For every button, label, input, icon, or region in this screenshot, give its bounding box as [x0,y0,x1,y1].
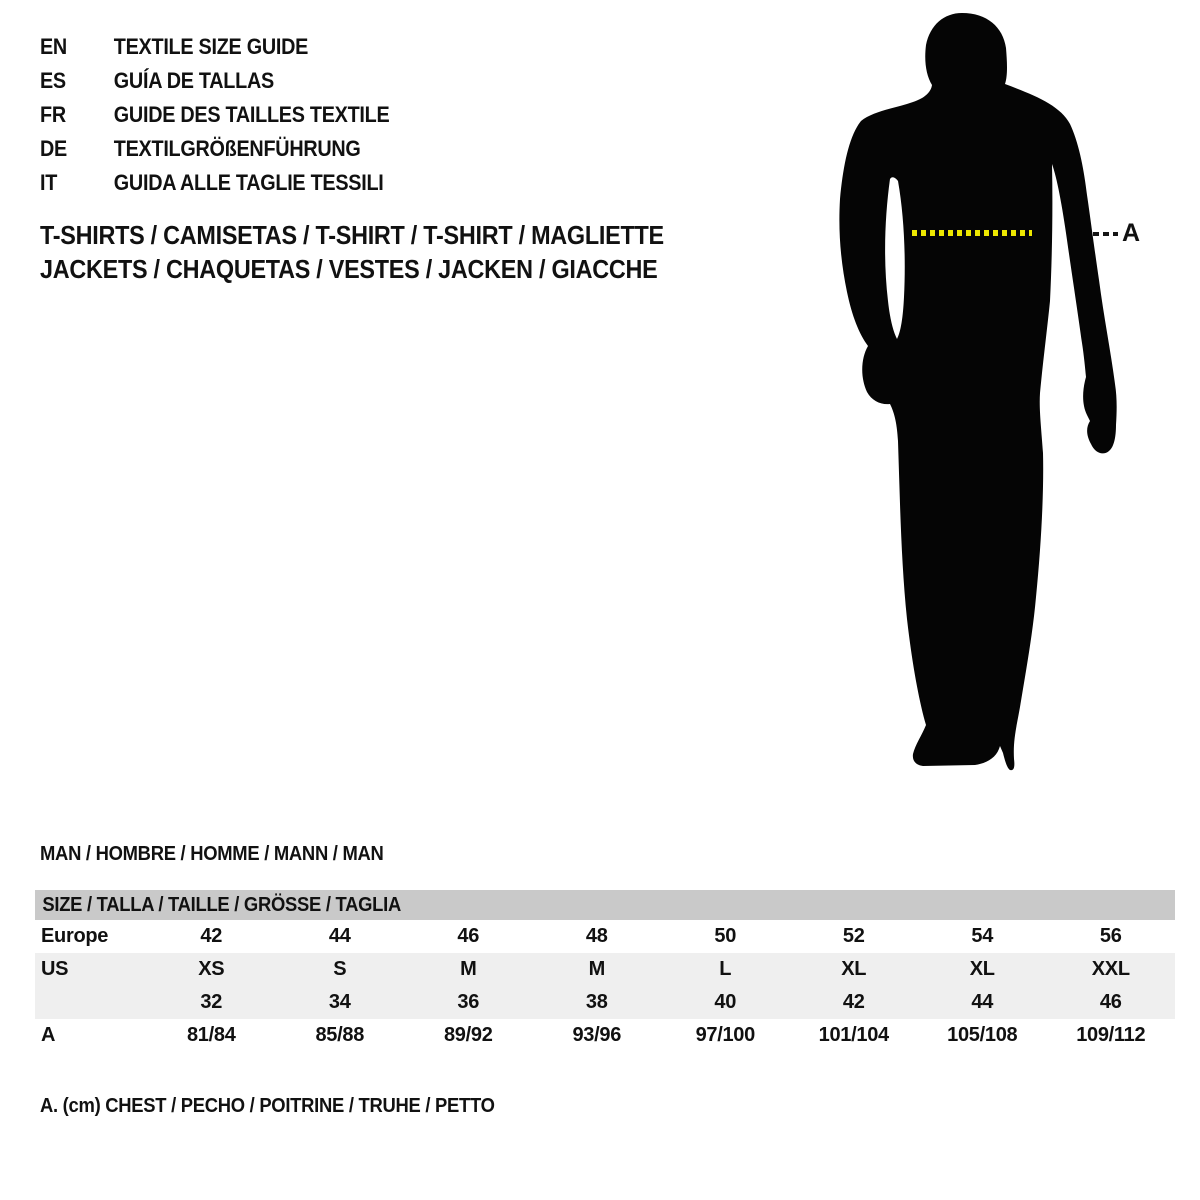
language-row-es [40,64,389,98]
size-cell: XS [198,958,225,980]
table-row-us [35,953,1175,986]
category-line-tshirts: T-SHIRTS / CAMISETAS / T-SHIRT / T-SHIRT / MAGLIETTE [40,220,664,250]
language-title: TEXTILE SIZE GUIDE [113,34,309,59]
row-label: Europe [41,925,109,947]
table-row-numeric [35,986,1175,1019]
size-cell: 42 [200,925,223,947]
size-cell: 40 [714,991,737,1013]
size-cell: L [719,958,732,980]
size-cell: 46 [457,925,480,947]
size-cell: 93/96 [572,1024,622,1046]
man-silhouette [815,5,1155,795]
size-cell: 105/108 [947,1024,1018,1046]
language-code: EN [40,34,67,59]
size-cell: 42 [842,991,865,1013]
size-cell: XL [841,958,867,980]
size-cell: 44 [328,925,351,947]
row-label: A [41,1024,56,1046]
size-cell: 81/84 [186,1024,236,1046]
table-row-chest [35,1019,1175,1052]
measure-label-a: A [1122,219,1141,247]
language-title: GUÍA DE TALLAS [113,68,274,93]
size-cell: 85/88 [315,1024,365,1046]
language-title: TEXTILGRÖßENFÜHRUNG [113,136,361,161]
row-label: US [41,958,69,980]
size-table [35,890,1175,1052]
size-cell: 89/92 [443,1024,493,1046]
size-cell: 109/112 [1076,1024,1146,1046]
language-title: GUIDE DES TAILLES TEXTILE [113,102,390,127]
size-cell: 34 [328,991,351,1013]
language-row-de [40,132,389,166]
size-cell: 52 [842,925,865,947]
size-cell: 38 [585,991,608,1013]
size-cell: XXL [1091,958,1130,980]
language-row-it [40,166,389,200]
language-row-en [40,30,389,64]
language-row-fr [40,98,389,132]
language-code: ES [40,68,66,93]
size-cell: 32 [200,991,223,1013]
category-line-jackets: JACKETS / CHAQUETAS / VESTES / JACKEN / GIACCHE [40,254,658,284]
size-table-header-text: SIZE / TALLA / TAILLE / GRÖSSE / TAGLIA [42,893,401,916]
size-cell: S [333,958,347,980]
size-cell: M [460,958,477,980]
language-code: FR [40,102,66,127]
language-title-block [40,30,389,200]
size-cell: XL [969,958,995,980]
size-table-header-bar [35,890,1175,920]
language-code: DE [40,136,67,161]
section-title: MAN / HOMBRE / HOMME / MANN / MAN [40,843,384,865]
size-cell: 36 [457,991,480,1013]
measure-leader-line [1093,232,1118,236]
size-cell: 44 [971,991,994,1013]
measure-footnote: A. (cm) CHEST / PECHO / POITRINE / TRUHE / PETTO [40,1095,495,1117]
language-title: GUIDA ALLE TAGLIE TESSILI [113,170,384,195]
size-cell: 46 [1099,991,1122,1013]
language-code: IT [40,170,58,195]
size-cell: 50 [714,925,737,947]
size-cell: 54 [971,925,994,947]
size-cell: M [588,958,605,980]
category-block [40,218,664,286]
size-cell: 101/104 [818,1024,889,1046]
table-row-europe [35,920,1175,953]
chest-measure-line [912,230,1032,236]
size-cell: 48 [585,925,608,947]
size-cell: 56 [1099,925,1122,947]
size-cell: 97/100 [695,1024,755,1046]
